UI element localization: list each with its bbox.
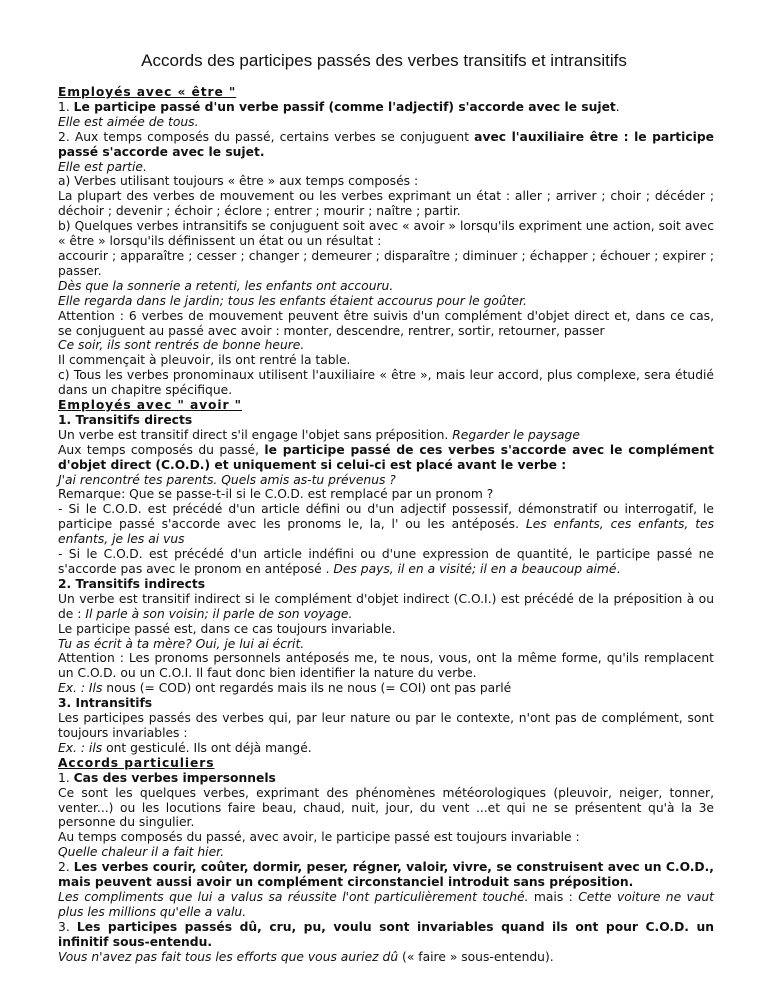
subheading-transitifs-indirects: 2. Transitifs indirects (58, 576, 206, 591)
paragraph-a-text: La plupart des verbes de mouvement ou les verbes exprimant un état : aller ; arriver ; choir ; décéder ; déchoir ; devenir ; échoir ; éclore ; entrer ; mourir ; naître ; partir. (58, 189, 714, 219)
subheading-impersonnels: 1. Cas des verbes impersonnels (58, 770, 276, 785)
paragraph-intransitifs: Les participes passés des verbes qui, par leur nature ou par le contexte, n'ont pas de complément, sont toujours invariables : (58, 711, 714, 740)
page-title: Accords des participes passés des verbes transitifs et intransitifs (141, 51, 627, 70)
paragraph-transitif-direct: Un verbe est transitif direct s'il engage l'objet sans préposition. Regarder le paysage (58, 427, 580, 442)
subheading-transitifs-directs: 1. Transitifs directs (58, 412, 193, 427)
example-plain: Il commençait à pleuvoir, ils ont rentré la table. (58, 353, 351, 368)
section-heading-etre: Employés avec « être " (58, 85, 237, 99)
rule-1-passive: 1. Le participe passé d'un verbe passif (comme l'adjectif) s'accorde avec le sujet. (58, 99, 620, 114)
rule-verbes-courir: 2. Les verbes courir, coûter, dormir, peser, régner, valoir, vivre, se construisent avec un C.O.D., mais peuvent aussi avoir un complément circonstanciel introduit sans préposition. (58, 860, 714, 890)
example-text: Tu as écrit à ta mère? Oui, je lui ai écrit. (58, 636, 305, 651)
paragraph-a-intro: a) Verbes utilisant toujours « être » aux temps composés : (58, 174, 419, 189)
example-text: Dès que la sonnerie a retenti, les enfants ont accouru. (58, 278, 394, 293)
remark-case-1: - Si le C.O.D. est précédé d'un article défini ou d'un adjectif possessif, démonstratif ou interrogatif, le participe passé s'accorde avec les pronoms le, la, l' ou les antéposés. Les enfants, ces enfants, tes enfants, je les ai vus (58, 502, 714, 547)
paragraph-c-text: c) Tous les verbes pronominaux utilisent l'auxiliaire « être », mais leur accord, plus complexe, sera étudié dans un chapitre spécifique. (58, 368, 714, 398)
example-valoir: Les compliments que lui a valus sa réussite l'ont particulièrement touché. mais : Cette voiture ne vaut plus les millions qu'elle a valu. (58, 889, 714, 919)
attention-note: Attention : 6 verbes de mouvement peuvent être suivis d'un complément d'objet direct et, dans ce cas, se conjuguent au passé avec avoir : monter, descendre, rentrer, sortir, retourner, passer (58, 308, 714, 338)
example-text: Elle regarda dans le jardin; tous les enfants étaient accourus pour le goûter. (58, 293, 527, 308)
attention-note: Attention : Les pronoms personnels antéposés me, te nous, vous, ont la même forme, qu'ils remplacent un C.O.D. ou un C.O.I. Il faut donc bien identifier la nature du verbe. (58, 651, 714, 681)
document-body (58, 85, 714, 964)
subheading-intransitifs: 3. Intransitifs (58, 696, 153, 711)
rule-2-compound: 2. Aux temps composés du passé, certains verbes se conjuguent avec l'auxiliaire être : le participe passé s'accorde avec le sujet. (58, 129, 715, 159)
section-heading-accords-particuliers: Accords particuliers (58, 755, 215, 770)
example-intransitif: Ex. : ils ont gesticulé. Ils ont déjà mangé. (58, 740, 312, 755)
section-heading-avoir: Employés avec " avoir " (58, 398, 242, 413)
paragraph-b-intro: b) Quelques verbes intransitifs se conjuguent soit avec « avoir » lorsqu'ils expriment une action, soit avec « être » lorsqu'ils définissent un état ou un résultat : (58, 219, 714, 249)
paragraph-invariable: Le participe passé est, dans ce cas toujours invariable. (58, 621, 396, 636)
example-text: Elle est partie. (58, 159, 147, 174)
remark-case-2: - Si le C.O.D. est précédé d'un article indéfini ou d'une expression de quantité, le participe passé ne s'accorde pas avec le pronom en antéposé . Des pays, il en a visité; il en a beaucoup aimé. (58, 547, 714, 576)
example-text: J'ai rencontré tes parents. Quels amis as-tu prévenus ? (58, 472, 396, 487)
example-text: Quelle chaleur il a fait hier. (58, 845, 224, 860)
paragraph-cod-rule: Aux temps composés du passé, le participe passé de ces verbes s'accorde avec le complément d'objet direct (C.O.D.) et uniquement si celui-ci est placé avant le verbe : (58, 442, 714, 472)
example-text: Elle est aimée de tous. (58, 114, 199, 129)
example-text: Ce soir, ils sont rentrés de bonne heure. (58, 338, 305, 353)
example-du: Vous n'avez pas fait tous les efforts que vous auriez dû (« faire » sous-entendu). (58, 949, 554, 964)
remark: Remarque: Que se passe-t-il si le C.O.D. est remplacé par un pronom ? (58, 487, 494, 502)
paragraph-impersonnels-rule: Au temps composés du passé, avec avoir, le participe passé est toujours invariable : (58, 830, 580, 845)
rule-infinitif-sous-entendu: 3. Les participes passés dû, cru, pu, voulu sont invariables quand ils ont pour C.O.D. un infinitif sous-entendu. (58, 919, 714, 949)
paragraph-impersonnels: Ce sont les quelques verbes, exprimant des phénomènes météorologiques (pleuvoir, neiger, tonner, venter...) ou les locutions faire beau, chaud, nuit, jour, du vent ...et qui ne se présentent qu'à la 3e personne du singulier. (58, 785, 714, 830)
paragraph-transitif-indirect: Un verbe est transitif indirect si le complément d'objet indirect (C.O.I.) est précédé de la préposition à ou de : Il parle à son voisin; il parle de son voyage. (58, 591, 714, 621)
example-cod-coi: Ex. : Ils nous (= COD) ont regardés mais ils ne nous (= COI) ont pas parlé (58, 681, 512, 696)
paragraph-b-text: accourir ; apparaître ; cesser ; changer ; demeurer ; disparaître ; diminuer ; échapper ; échouer ; expirer ; passer. (58, 248, 714, 278)
